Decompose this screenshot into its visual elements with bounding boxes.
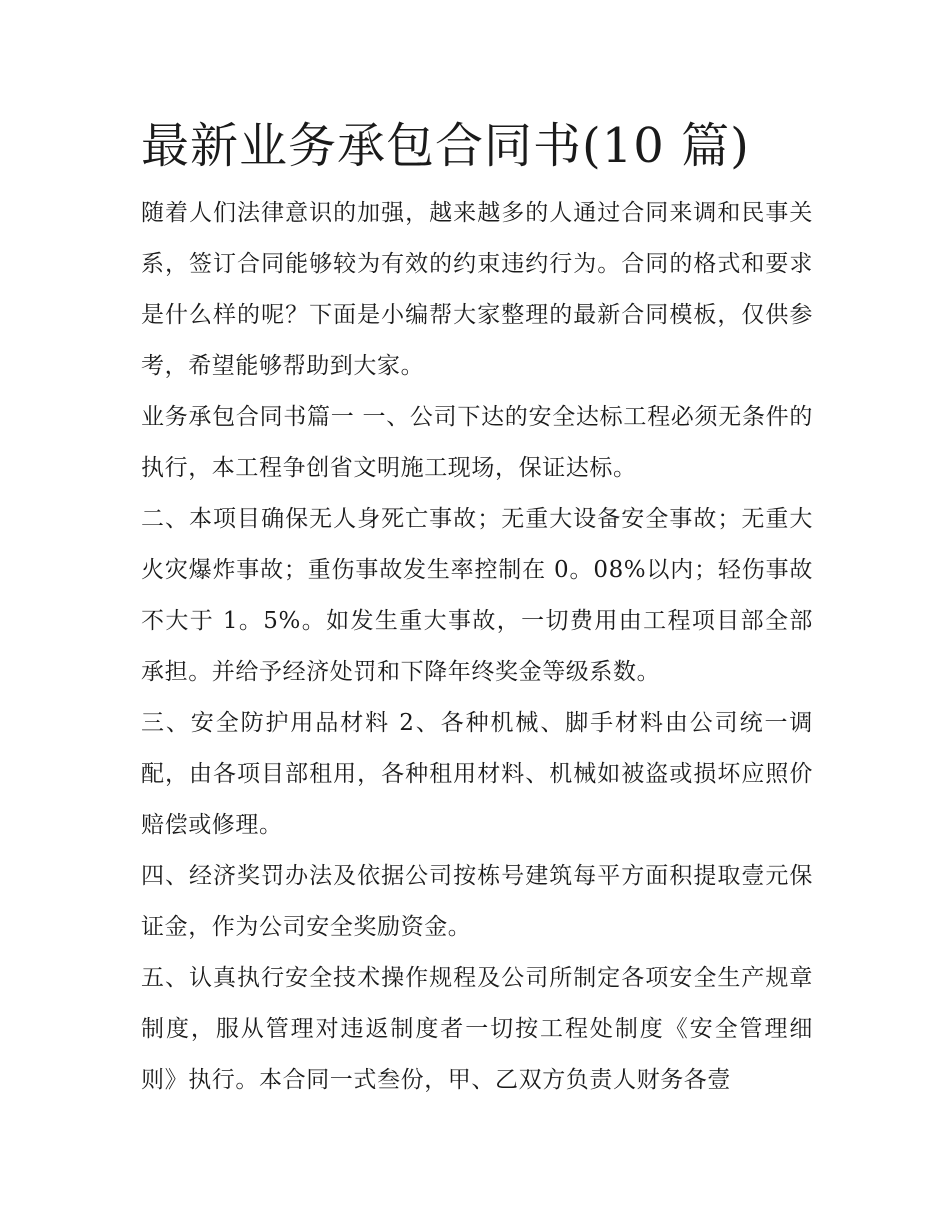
clause-paragraph-5: 五、认真执行安全技术操作规程及公司所制定各项安全生产规章制度，服从管理对违返制度者一切按工程处制度《安全管理细则》执行。本合同一式叁份，甲、乙双方负责人财务各壹 [141,965,813,1093]
clause-paragraph-2: 二、本项目确保无人身死亡事故；无重大设备安全事故；无重大火灾爆炸事故；重伤事故发生率控制在 0。08%以内；轻伤事故不大于 1。5%。如发生重大事故，一切费用由工程项目部全部承担。并给予经济处罚和下降年终奖金等级系数。 [141,506,813,685]
document-title: 最新业务承包合同书(10 篇) [141,118,750,174]
clause-paragraph-4: 四、经济奖罚办法及依据公司按栋号建筑每平方面积提取壹元保证金，作为公司安全奖励资金。 [141,863,813,940]
clause-paragraph-3: 三、安全防护用品材料 2、各种机械、脚手材料由公司统一调配，由各项目部租用，各种租用材料、机械如被盗或损坏应照价赔偿或修理。 [141,710,813,838]
clause-paragraph-1: 业务承包合同书篇一 一、公司下达的安全达标工程必须无条件的执行，本工程争创省文明施工现场，保证达标。 [141,404,813,481]
document-body [141,112,813,1106]
intro-paragraph: 随着人们法律意识的加强，越来越多的人通过合同来调和民事关系，签订合同能够较为有效的约束违约行为。合同的格式和要求是什么样的呢？下面是小编帮大家整理的最新合同模板，仅供参考，希望能够帮助到大家。 [141,200,813,379]
